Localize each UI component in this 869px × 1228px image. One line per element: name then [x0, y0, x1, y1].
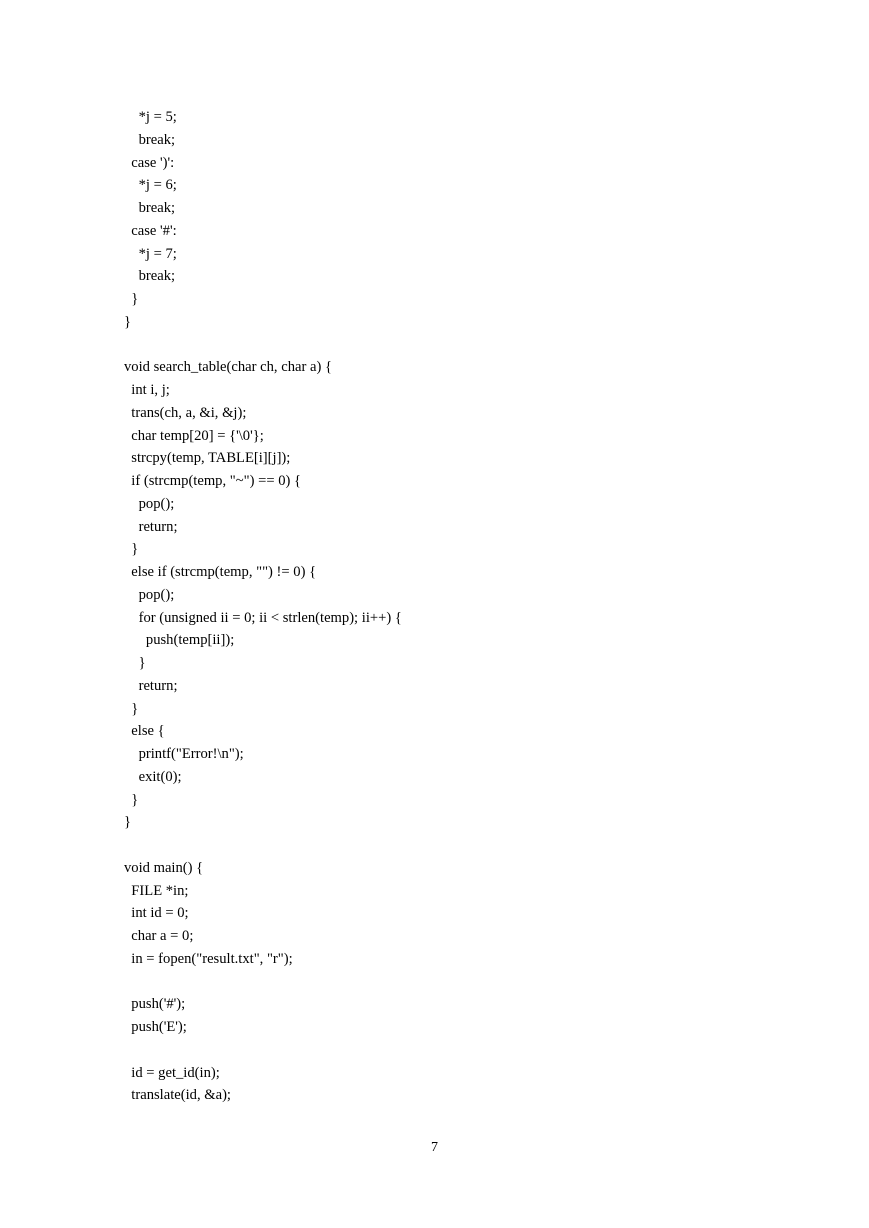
code-line: break;: [124, 268, 176, 285]
code-line: case '#':: [124, 222, 177, 239]
code-line: in = fopen("result.txt", "r");: [124, 950, 293, 967]
code-line: *j = 7;: [124, 245, 177, 262]
code-line: else {: [124, 723, 165, 740]
code-line: }: [124, 791, 139, 808]
code-line: push('#');: [124, 996, 186, 1013]
code-line: exit(0);: [124, 768, 182, 785]
code-line: void main() {: [124, 859, 204, 876]
code-line: pop();: [124, 495, 175, 512]
code-line: strcpy(temp, TABLE[i][j]);: [124, 450, 291, 467]
code-line: char a = 0;: [124, 928, 194, 944]
code-line: push(temp[ii]);: [124, 632, 235, 649]
code-line: }: [124, 541, 139, 558]
code-line: translate(id, &a);: [124, 1087, 231, 1104]
code-line: [124, 971, 824, 994]
code-line: [124, 834, 824, 857]
code-line: int i, j;: [124, 382, 170, 398]
code-line: else if (strcmp(temp, "") != 0) {: [124, 564, 317, 580]
code-line: pop();: [124, 586, 175, 603]
code-line: return;: [124, 677, 178, 694]
code-line: }: [124, 700, 139, 717]
code-line: break;: [124, 131, 176, 148]
code-line: trans(ch, a, &i, &j);: [124, 404, 247, 421]
code-block: [124, 106, 824, 1107]
code-line: break;: [124, 200, 176, 216]
page-number: 7: [431, 1140, 438, 1155]
code-line: }: [124, 655, 146, 671]
code-line: push('E');: [124, 1019, 187, 1035]
code-line: *j = 6;: [124, 177, 177, 194]
code-line: }: [124, 291, 139, 307]
code-line: }: [124, 814, 132, 831]
code-line: char temp[20] = {'\0'};: [124, 427, 264, 444]
code-line: [124, 1039, 824, 1062]
code-line: return;: [124, 518, 178, 535]
code-line: }: [124, 313, 132, 330]
code-line: for (unsigned ii = 0; ii < strlen(temp); ii++) {: [124, 609, 402, 626]
code-line: int id = 0;: [124, 905, 189, 922]
code-line: void search_table(char ch, char a) {: [124, 359, 332, 376]
code-line: case ')':: [124, 154, 175, 171]
code-line: if (strcmp(temp, "~") == 0) {: [124, 473, 302, 489]
code-line: id = get_id(in);: [124, 1064, 220, 1081]
code-line: printf("Error!\n");: [124, 746, 244, 762]
code-line: FILE *in;: [124, 882, 189, 899]
code-line: *j = 5;: [124, 109, 177, 125]
code-line: [124, 334, 824, 357]
